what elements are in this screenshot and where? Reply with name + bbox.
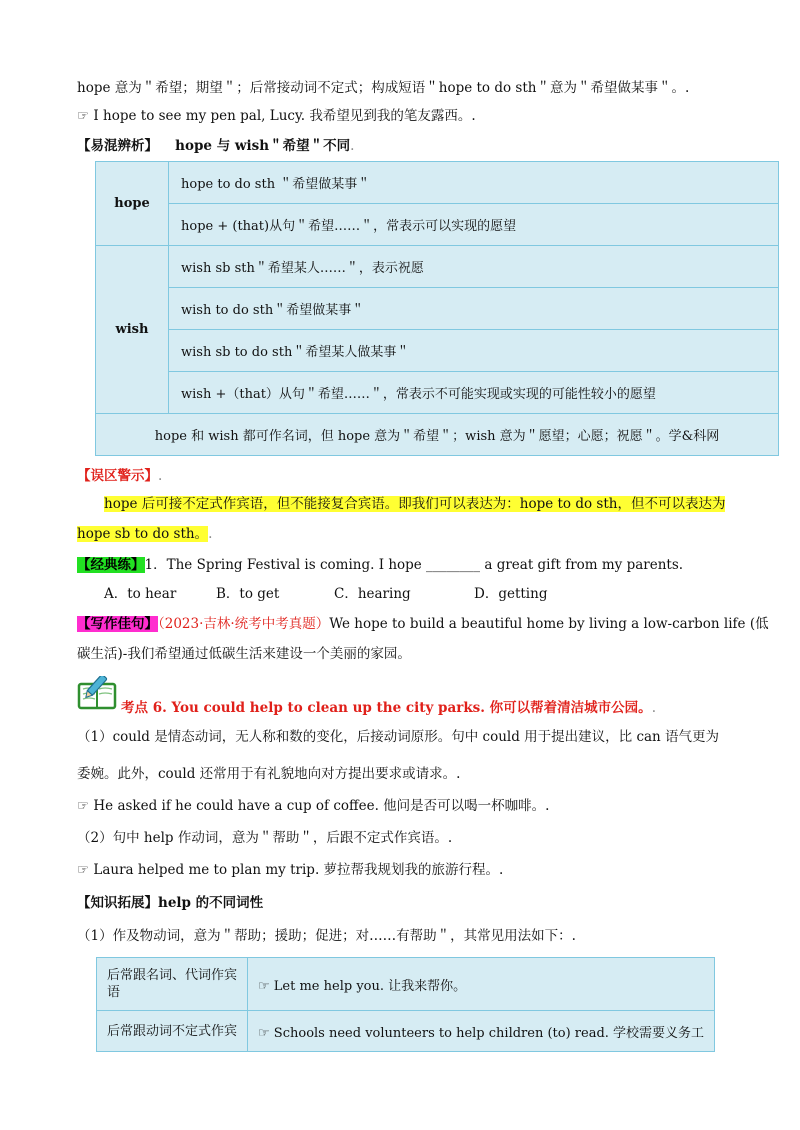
mistake-line2 xyxy=(77,524,212,544)
help-explain: （2）句中 help 作动词，意为＂帮助＂，后跟不定式作宾语。. xyxy=(77,830,453,846)
table-row xyxy=(97,1011,715,1052)
confusion-tag: 【易混辨析】 xyxy=(77,138,158,154)
kaodian-text: 考点 6. You could help to clean up the city parks. 你可以帮着清洁城市公园。 xyxy=(121,700,652,716)
hope-row: hope + (that)从句＂希望……＂，常表示可以实现的愿望 xyxy=(169,204,779,246)
usage-key: 后常跟动词不定式作宾 xyxy=(97,1011,248,1052)
mistake-tag: 【误区警示】 xyxy=(77,468,158,484)
wish-row: wish sb to do sth＂希望某人做某事＂ xyxy=(169,330,779,372)
confusion-heading xyxy=(77,136,354,156)
mistake-mark: . xyxy=(158,468,163,484)
writing-text1: We hope to build a beautiful home by living a low-carbon life (低 xyxy=(329,616,769,632)
option-a[interactable]: A．to hear xyxy=(104,586,177,602)
exercise-line xyxy=(77,555,683,575)
could-explain-2: 委婉。此外，could 还常用于有礼貌地向对方提出要求或请求。. xyxy=(77,766,461,782)
usage-key: 后常跟名词、代词作宾语 xyxy=(97,958,248,1011)
usage-example: ☞ Let me help you. 让我来帮你。 xyxy=(248,958,715,1011)
mistake-line1 xyxy=(104,494,725,514)
extension-tag: 【知识拓展】 xyxy=(77,895,158,911)
mistake-text1: hope 后可接不定式作宾语，但不能接复合宾语。即我们可以表达为：hope to do sth，但不可以表达为 xyxy=(104,496,726,512)
writing-line2: 碳生活)-我们希望通过低碳生活来建设一个美丽的家园。 xyxy=(77,646,411,662)
table-row xyxy=(97,958,715,1011)
table-note: hope 和 wish 都可作名词，但 hope 意为＂希望＂；wish 意为＂愿望；心愿；祝愿＂。学&科网 xyxy=(96,414,779,456)
mistake-heading xyxy=(77,466,162,486)
exercise-question: 1．The Spring Festival is coming. I hope ________ a great gift from my parents. xyxy=(144,557,684,573)
could-example: ☞ He asked if he could have a cup of coffee. 他问是否可以喝一杯咖啡。. xyxy=(77,798,550,814)
hope-row: hope to do sth ＂希望做某事＂ xyxy=(169,162,779,204)
hope-head: hope xyxy=(96,162,169,246)
mistake-text2: hope sb to do sth。 xyxy=(77,526,209,542)
paragraph-hope-meaning: hope 意为＂希望；期望＂；后常接动词不定式；构成短语＂hope to do sth＂意为＂希望做某事＂。. xyxy=(77,80,690,96)
wish-row: wish +（that）从句＂希望……＂，常表示不可能实现或实现的可能性较小的愿望 xyxy=(169,372,779,414)
mistake-mark2: . xyxy=(208,526,213,542)
wish-head: wish xyxy=(96,246,169,414)
wish-row: wish to do sth＂希望做某事＂ xyxy=(169,288,779,330)
option-d[interactable]: D．getting xyxy=(474,586,548,602)
exercise-tag: 【经典练】 xyxy=(77,557,145,573)
help-usage-table xyxy=(96,957,715,1052)
example-hope: ☞ I hope to see my pen pal, Lucy. 我希望见到我的笔友露西。. xyxy=(77,108,476,124)
confusion-mark: . xyxy=(350,138,355,154)
extension-title: help 的不同词性 xyxy=(158,895,264,911)
kaodian-heading xyxy=(121,698,656,718)
writing-tag: 【写作佳句】 xyxy=(77,616,158,632)
option-c[interactable]: C．hearing xyxy=(334,586,411,602)
notebook-pen-icon xyxy=(77,676,119,710)
could-explain-1: （1）could 是情态动词，无人称和数的变化，后接动词原形。句中 could 用于提出建议，比 can 语气更为 xyxy=(77,729,720,745)
extension-heading xyxy=(77,893,263,913)
usage-example: ☞ Schools need volunteers to help children (to) read. 学校需要义务工 xyxy=(248,1011,715,1052)
kaodian-mark: . xyxy=(651,700,656,716)
help-verb-usage: （1）作及物动词，意为＂帮助；援助；促进；对……有帮助＂，其常见用法如下：. xyxy=(77,928,576,944)
writing-source: （2023·吉林·统考中考真题） xyxy=(158,616,330,632)
help-example: ☞ Laura helped me to plan my trip. 萝拉帮我规划我的旅游行程。. xyxy=(77,862,504,878)
hope-wish-table xyxy=(95,161,779,456)
confusion-title: hope 与 wish＂希望＂不同 xyxy=(175,138,351,154)
wish-row: wish sb sth＂希望某人……＂，表示祝愿 xyxy=(169,246,779,288)
exercise-options xyxy=(104,584,547,604)
option-b[interactable]: B．to get xyxy=(216,586,280,602)
writing-line1 xyxy=(77,614,769,634)
